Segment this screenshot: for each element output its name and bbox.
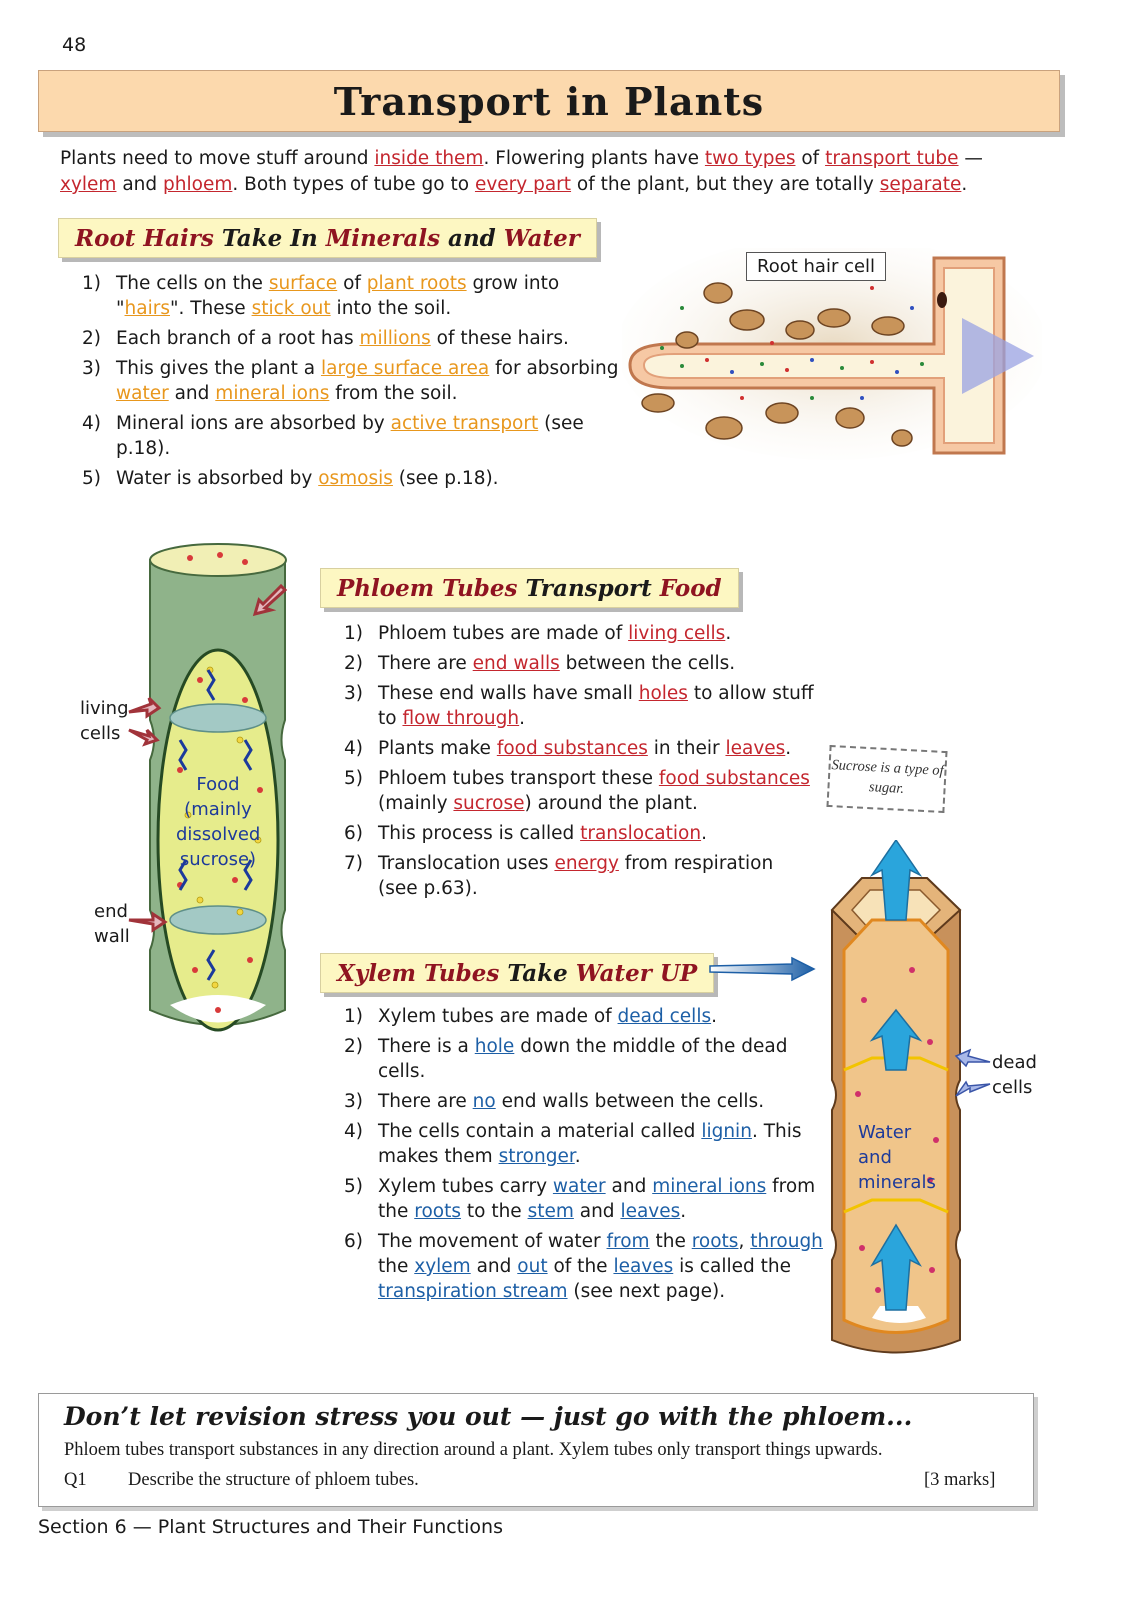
text-run: (see p.18). [392,468,499,489]
text-run: from the soil. [329,383,458,404]
list-number: 4) [82,413,101,434]
question-text: Describe the structure of phloem tubes. [128,1470,419,1490]
text-run: The movement of water [378,1231,607,1252]
keyword: osmosis [318,468,393,489]
text-run: of [337,273,367,294]
text-run: and [605,1176,653,1197]
text-run: . [701,823,707,844]
root-hair-cell-label: Root hair cell [746,252,886,281]
water-label [858,1120,936,1195]
keyword: living cells [628,623,726,644]
keyword: roots [414,1201,461,1222]
text-run: of these hairs. [430,328,569,349]
water-label-line: and [858,1147,892,1168]
list-number: 3) [344,683,363,704]
keyword: water [116,383,169,404]
keyword: end walls [472,653,560,674]
list-item [344,821,814,846]
keyword: xylem [414,1256,471,1277]
heading-part: Minerals [325,225,441,252]
heading-part: Food [659,575,722,602]
root-hairs-heading [58,218,597,258]
list-item [344,1174,824,1224]
list-item [344,1089,824,1114]
water-label-line: minerals [858,1172,936,1193]
list-number: 1) [344,623,363,644]
xylem-points [344,1004,824,1309]
text-run: from respiration (see p.63). [378,853,774,899]
xylem-diagram [822,840,972,1360]
text-run: ". These [169,298,252,319]
keyword: energy [554,853,619,874]
text-run: . [725,623,732,644]
keyword: through [750,1231,823,1252]
keyword: hole [474,1036,515,1057]
intro-paragraph [60,146,990,198]
text-run: . [961,174,968,195]
text-run: of [795,148,826,169]
xylem-arrow [708,956,818,982]
text-run: the [649,1231,692,1252]
summary-text: Phloem tubes transport substances in any direction around a plant. Xylem tubes only transport things upwards. [64,1440,883,1460]
list-item [344,621,814,646]
phloem-points [344,621,814,906]
phloem-heading [320,568,739,608]
keyword: two types [704,148,796,169]
dead-cells-label: cells [992,1077,1033,1098]
text-run: between the cells. [559,653,736,674]
list-number: 6) [344,1231,363,1252]
heading-part: Water [503,225,580,252]
text-run: Water is absorbed by [116,468,319,489]
text-run: There is a [378,1036,475,1057]
phloem-pointer-arrows [125,580,295,940]
keyword: dead cells [617,1006,712,1027]
list-number: 2) [344,1036,363,1057]
heading-part: Take In [213,225,326,252]
text-run: The cells on the [116,273,269,294]
cells-label: cells [80,723,121,744]
arrow-end-wall [129,914,165,930]
text-run: These end walls have small [378,683,639,704]
keyword: roots [691,1231,739,1252]
text-run: . [680,1201,687,1222]
list-number: 1) [82,273,101,294]
text-run: — [958,148,983,169]
list-number: 6) [344,823,363,844]
keyword: flow through [402,708,520,729]
text-run: There are [378,653,473,674]
text-run: Mineral ions are absorbed by [116,413,391,434]
keyword: leaves [613,1256,674,1277]
food-label-line: sucrose) [179,849,257,870]
keyword: food substances [658,768,810,789]
text-run: . Both types of tube go to [232,174,475,195]
sucrose-note: Sucrose is a type of sugar. [826,745,947,813]
keyword: water [552,1176,606,1197]
list-number: 5) [344,768,363,789]
arrow-living-1 [129,698,159,716]
list-item [344,1119,824,1169]
text-run: and [116,174,164,195]
text-run: Phloem tubes are made of [378,623,629,644]
text-run: down the middle of the dead cells. [378,1036,788,1082]
keyword: transport tube [825,148,959,169]
keyword: translocation [580,823,702,844]
dead-label: dead [992,1052,1037,1073]
text-run: . [785,738,792,759]
list-item [344,681,814,731]
text-run: for absorbing [489,358,619,379]
keyword: plant roots [366,273,467,294]
keyword: inside them [374,148,484,169]
heading-part: Transport [517,575,660,602]
heading-part: Xylem Tubes [337,960,500,987]
text-run: to allow stuff to [378,683,814,729]
list-item [344,1229,824,1304]
keyword: lignin [701,1121,752,1142]
heading-part: Root Hairs [75,225,214,252]
text-run: (see next page). [567,1281,726,1302]
list-number: 3) [82,358,101,379]
text-run: . [574,1146,581,1167]
keyword: xylem [60,174,117,195]
text-run: and [573,1201,621,1222]
text-run: of the [547,1256,614,1277]
text-run: Phloem tubes transport these [378,768,659,789]
question-marks: [3 marks] [924,1470,996,1490]
food-label-line: Food [196,774,240,795]
list-number: 5) [82,468,101,489]
list-item [82,271,622,321]
keyword: leaves [725,738,786,759]
question-number: Q1 [64,1470,87,1490]
text-run: into the soil. [330,298,452,319]
text-run: end walls between the cells. [495,1091,765,1112]
question [64,1470,419,1491]
list-number: 2) [82,328,101,349]
page-number: 48 [62,34,87,56]
xylem-heading [320,953,714,993]
list-item [82,411,622,461]
list-item [344,766,814,816]
text-run: Plants make [378,738,497,759]
keyword: large surface area [320,358,490,379]
keyword: out [517,1256,548,1277]
wall-label: wall [94,926,130,947]
keyword: millions [359,328,431,349]
text-run: in their [647,738,726,759]
text-run: . This makes them [378,1121,802,1167]
keyword: leaves [620,1201,681,1222]
text-run: and [168,383,216,404]
list-number: 7) [344,853,363,874]
text-run: Xylem tubes are made of [378,1006,618,1027]
keyword: from [606,1231,650,1252]
text-run: Xylem tubes carry [378,1176,553,1197]
list-item [344,851,814,901]
keyword: no [472,1091,496,1112]
keyword: transpiration stream [378,1281,568,1302]
text-run: The cells contain a material called [378,1121,702,1142]
keyword: sucrose [453,793,525,814]
text-run: and [470,1256,518,1277]
keyword: surface [268,273,338,294]
text-run: Plants need to move stuff around [60,148,375,169]
food-label-line: dissolved [176,824,261,845]
water-label-line: Water [858,1122,912,1143]
food-label-line: (mainly [184,799,252,820]
list-number: 4) [344,1121,363,1142]
list-number: 4) [344,738,363,759]
heading-part: and [440,225,504,252]
list-number: 2) [344,653,363,674]
text-run: . [519,708,526,729]
arrow-living-2 [129,730,157,744]
list-item [344,651,814,676]
text-run: . Flowering plants have [483,148,705,169]
list-item [82,326,622,351]
text-run: is called the [673,1256,791,1277]
text-run: (see p.18). [116,413,584,459]
root-hairs-points [82,271,622,496]
summary-title: Don’t let revision stress you out — just go with the phloem... [64,1402,913,1431]
end-label: end [94,901,128,922]
text-run: This gives the plant a [116,358,321,379]
text-run: There are [378,1091,473,1112]
text-run: ) around the plant. [524,793,698,814]
list-item [344,1004,824,1029]
keyword: stick out [251,298,331,319]
living-label: living [80,698,129,719]
keyword: hairs [124,298,170,319]
text-run: , [738,1231,751,1252]
list-number: 5) [344,1176,363,1197]
heading-part: Phloem Tubes [337,575,518,602]
text-run: This process is called [378,823,581,844]
text-run: to the [460,1201,528,1222]
nucleus [937,292,947,308]
page-title: Transport in Plants [333,78,765,124]
list-number: 3) [344,1091,363,1112]
keyword: mineral ions [215,383,330,404]
text-run: Each branch of a root has [116,328,360,349]
text-run: Translocation uses [378,853,555,874]
keyword: separate [879,174,962,195]
section-footer: Section 6 — Plant Structures and Their Functions [38,1516,503,1538]
keyword: holes [638,683,688,704]
keyword: phloem [163,174,233,195]
list-item [344,1034,824,1084]
keyword: stronger [498,1146,575,1167]
dead-cells-arrows [954,1048,994,1102]
keyword: food substances [496,738,648,759]
keyword: active transport [390,413,539,434]
keyword: stem [527,1201,574,1222]
title-banner [38,70,1060,132]
text-run: the [378,1256,415,1277]
text-run: of the plant, but they are totally [571,174,880,195]
heading-part: Water UP [575,960,698,987]
keyword: every part [474,174,572,195]
text-run: . [711,1006,717,1027]
keyword: mineral ions [652,1176,767,1197]
text-run: grow into " [116,273,560,319]
arrow-to-tube [255,586,285,614]
heading-part: Take [499,960,576,987]
list-item [344,736,814,761]
text-run: from the [378,1176,816,1222]
list-item [82,356,622,406]
list-item [82,466,622,491]
list-number: 1) [344,1006,363,1027]
text-run: (mainly [378,793,454,814]
phloem-top [150,544,286,576]
